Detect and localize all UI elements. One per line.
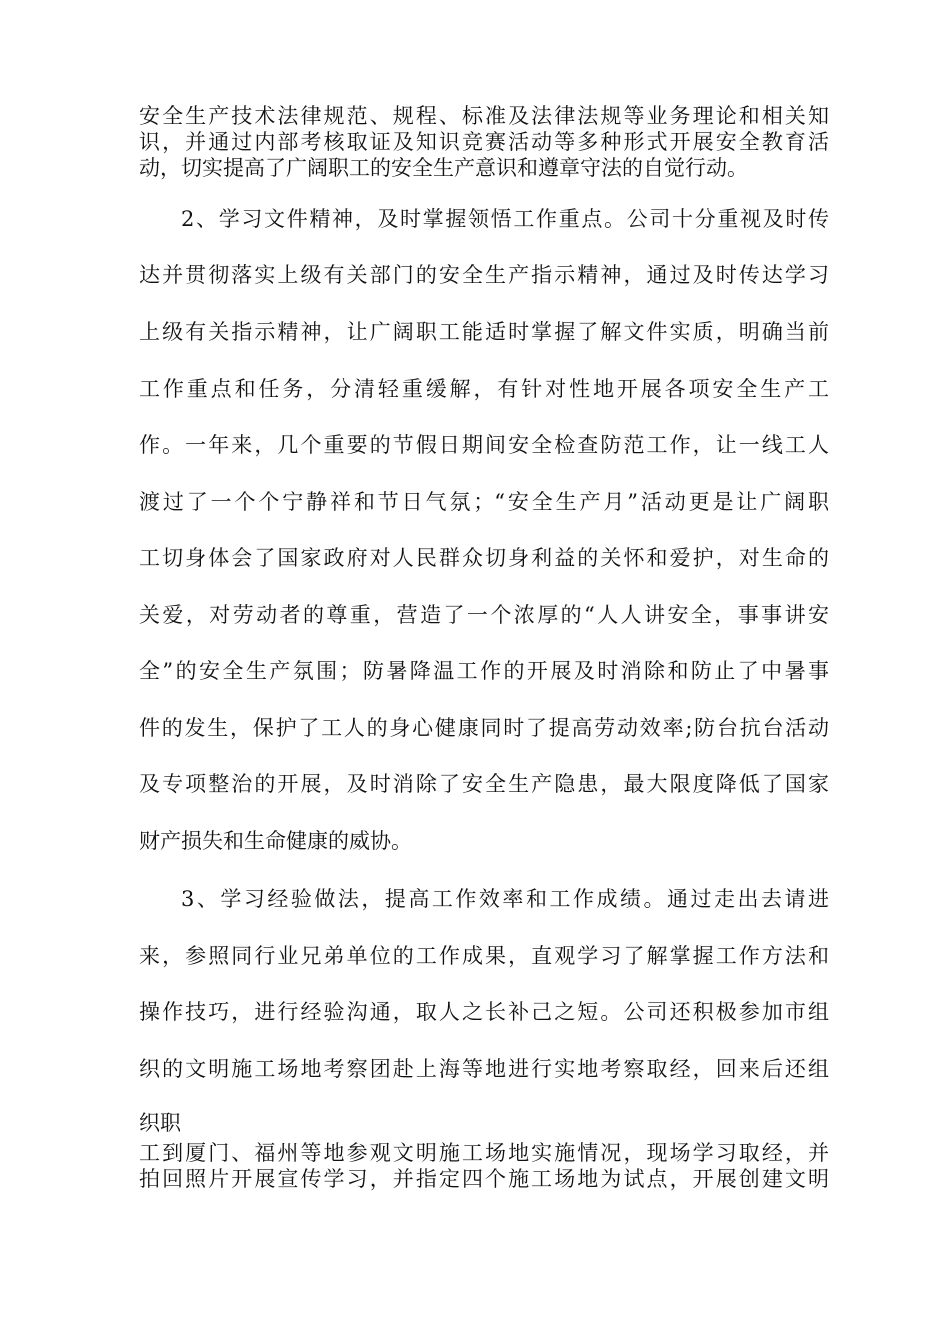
- text-line: 织职: [139, 1111, 181, 1135]
- text-line: 达并贯彻落实上级有关部门的安全生产指示精神，通过及时传达学习: [139, 263, 829, 287]
- text-line: 安全生产技术法律规范、规程、标准及法律法规等业务理论和相关知: [139, 104, 829, 128]
- text-line: 作。一年来，几个重要的节假日期间安全检查防范工作，让一线工人: [139, 433, 829, 457]
- text-line: 操作技巧，进行经验沟通，取人之长补己之短。公司还积极参加市组: [139, 1000, 829, 1024]
- text-line: 动，切实提高了广阔职工的安全生产意识和遵章守法的自觉行动。: [139, 156, 748, 180]
- text-line: 件的发生，保护了工人的身心健康同时了提高劳动效率;防台抗台活动: [139, 716, 829, 740]
- text-line: 财产损失和生命健康的威协。: [139, 829, 412, 853]
- text-line: 及专项整治的开展，及时消除了安全生产隐患，最大限度降低了国家: [139, 772, 829, 796]
- text-line: 全”的安全生产氛围；防暑降温工作的开展及时消除和防止了中暑事: [139, 659, 829, 683]
- text-line: 关爱，对劳动者的尊重，营造了一个浓厚的“人人讲安全，事事讲安: [139, 603, 829, 627]
- paragraph-3-first-line: 3、学习经验做法，提高工作效率和工作成绩。通过走出去请进: [181, 887, 829, 911]
- text-line: 工到厦门、福州等地参观文明施工场地实施情况，现场学习取经，并: [139, 1141, 829, 1165]
- text-line: 拍回照片开展宣传学习，并指定四个施工场地为试点，开展创建文明: [139, 1167, 829, 1191]
- text-line: 识，并通过内部考核取证及知识竞赛活动等多种形式开展安全教育活: [139, 130, 829, 154]
- text-line: 织的文明施工场地考察团赴上海等地进行实地考察取经，回来后还组: [139, 1057, 829, 1081]
- text-line: 工切身体会了国家政府对人民群众切身利益的关怀和爱护，对生命的: [139, 546, 829, 570]
- text-line: 来，参照同行业兄弟单位的工作成果，直观学习了解掌握工作方法和: [139, 944, 829, 968]
- text-line: 上级有关指示精神，让广阔职工能适时掌握了解文件实质，明确当前: [139, 320, 829, 344]
- text-line: 工作重点和任务，分清轻重缓解，有针对性地开展各项安全生产工: [139, 377, 829, 401]
- text-line: 渡过了一个个宁静祥和节日气氛；“安全生产月”活动更是让广阔职: [139, 490, 829, 514]
- paragraph-2-first-line: 2、学习文件精神，及时掌握领悟工作重点。公司十分重视及时传: [181, 207, 829, 231]
